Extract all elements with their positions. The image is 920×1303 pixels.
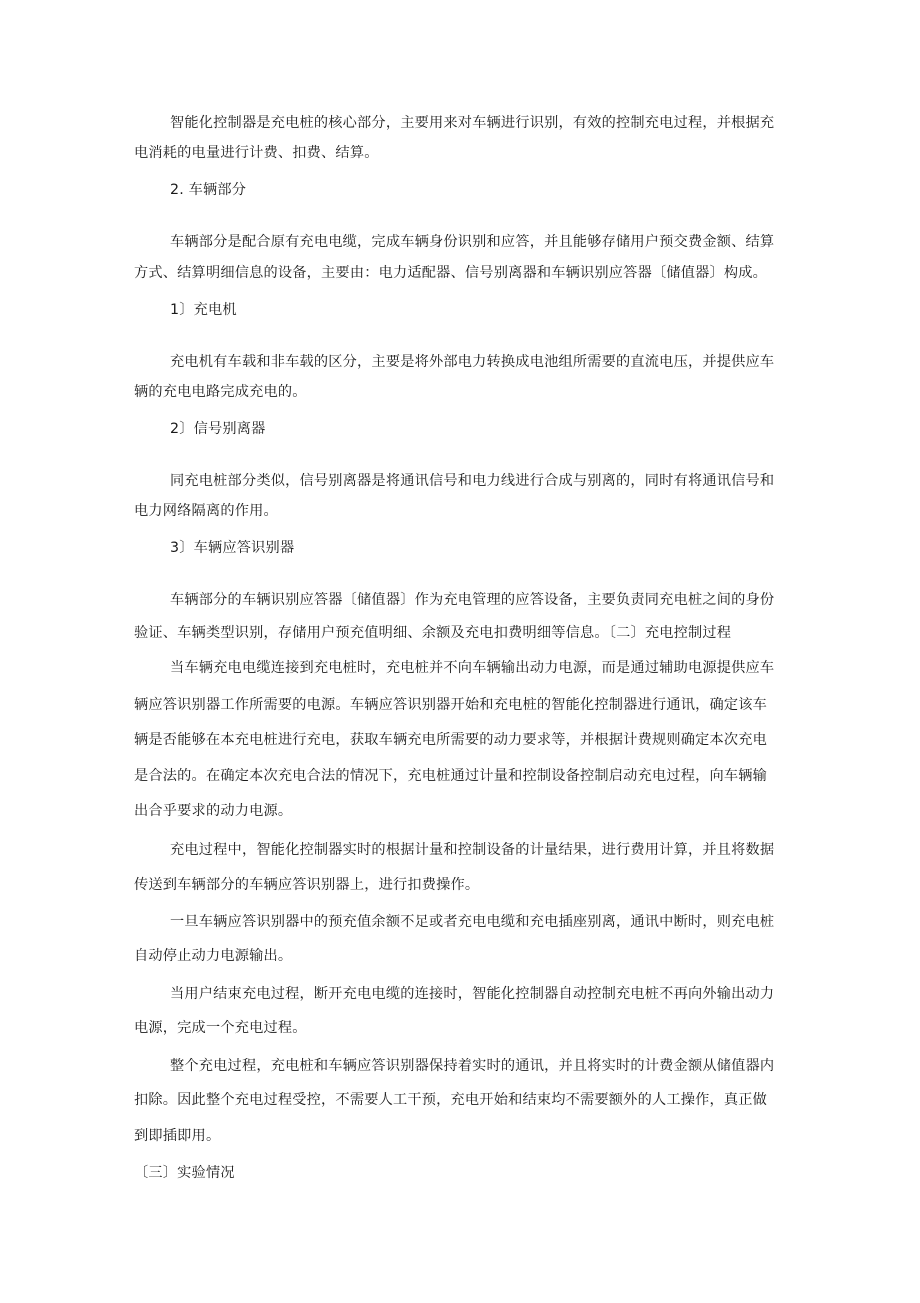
text-line: 当车辆充电电缆连接到充电桩时，充电桩并不向车辆输出动力电源，而是通过辅助电源提供应车 bbox=[170, 660, 775, 676]
text-line: 辆的充电电路完成充电的。 bbox=[134, 384, 307, 400]
text-line: 同充电桩部分类似，信号别离器是将通讯信号和电力线进行合成与别离的，同时有将通讯信号和 bbox=[170, 473, 775, 489]
text-line: 出合乎要求的动力电源。 bbox=[134, 803, 293, 819]
text-line: 验证、车辆类型识别，存储用户预充值明细、余额及充电扣费明细等信息。〔二〕充电控制过程 bbox=[134, 625, 732, 641]
text-line: 辆是否能够在本充电桩进行充电，获取车辆充电所需要的动力要求等，并根据计费规则确定本次充电 bbox=[134, 732, 768, 748]
text-line: 到即插即用。 bbox=[134, 1128, 221, 1144]
section-heading: 2. 车辆部分 bbox=[170, 182, 247, 198]
subsection-heading: 3〕车辆应答识别器 bbox=[170, 540, 295, 556]
subsection-heading: 1〕充电机 bbox=[170, 302, 237, 318]
section-heading: 〔三〕实验情况 bbox=[134, 1165, 235, 1181]
text-line: 整个充电过程，充电桩和车辆应答识别器保持着实时的通讯，并且将实时的计费金额从储值器内 bbox=[170, 1058, 775, 1074]
subsection-heading: 2〕信号别离器 bbox=[170, 421, 266, 437]
text-line: 传送到车辆部分的车辆应答识别器上，进行扣费操作。 bbox=[134, 877, 480, 893]
text-line: 电源，完成一个充电过程。 bbox=[134, 1020, 307, 1036]
text-line: 电力网络隔离的作用。 bbox=[134, 503, 278, 519]
text-line: 是合法的。在确定本次充电合法的情况下，充电桩通过计量和控制设备控制启动充电过程，向车辆输 bbox=[134, 768, 768, 784]
text-line: 一旦车辆应答识别器中的预充值余额不足或者充电电缆和充电插座别离，通讯中断时，则充电桩 bbox=[170, 914, 775, 930]
text-line: 车辆部分的车辆识别应答器〔储值器〕作为充电管理的应答设备，主要负责同充电桩之间的身份 bbox=[170, 592, 775, 608]
text-line: 电消耗的电量进行计费、扣费、结算。 bbox=[134, 145, 379, 161]
text-line: 智能化控制器是充电桩的核心部分，主要用来对车辆进行识别，有效的控制充电过程，并根据充 bbox=[170, 115, 775, 131]
text-line: 辆应答识别器工作所需要的电源。车辆应答识别器开始和充电桩的智能化控制器进行通讯，确定该车 bbox=[134, 697, 768, 713]
text-line: 方式、结算明细信息的设备，主要由：电力适配器、信号别离器和车辆识别应答器〔储值器〕构成。 bbox=[134, 265, 768, 281]
text-line: 充电机有车载和非车载的区分，主要是将外部电力转换成电池组所需要的直流电压，并提供应车 bbox=[170, 354, 775, 370]
text-line: 扣除。因此整个充电过程受控，不需要人工干预，充电开始和结束均不需要额外的人工操作，真正做 bbox=[134, 1092, 768, 1108]
text-line: 车辆部分是配合原有充电电缆，完成车辆身份识别和应答，并且能够存储用户预交费金额、结算 bbox=[170, 234, 775, 250]
text-line: 当用户结束充电过程，断开充电电缆的连接时，智能化控制器自动控制充电桩不再向外输出动力 bbox=[170, 986, 775, 1002]
text-line: 充电过程中，智能化控制器实时的根据计量和控制设备的计量结果，进行费用计算，并且将数据 bbox=[170, 842, 775, 858]
text-line: 自动停止动力电源输出。 bbox=[134, 948, 293, 964]
